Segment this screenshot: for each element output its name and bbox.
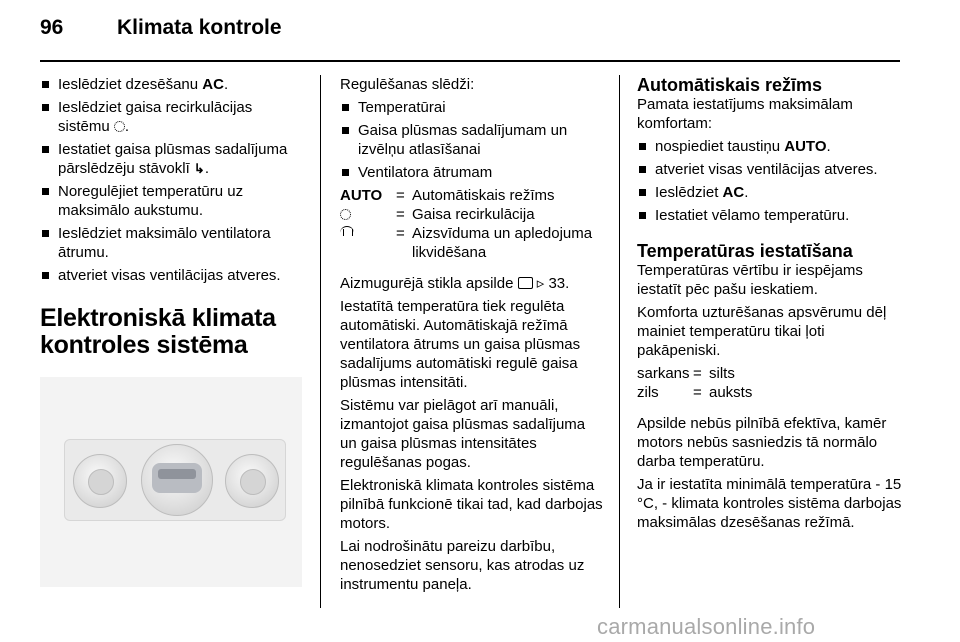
- paragraph: Iestatītā temperatūra tiek regulēta automātiski. Automātiskajā režīmā ventilatora ātrums un gaisa plūsmas sadalījums automātiski regulē gaisa plūsmas intensitāti.: [340, 298, 581, 391]
- heading-temperature-setting: Temperatūras iestatīšana: [637, 241, 853, 261]
- list-item: Ventilatora ātrumam: [340, 163, 605, 182]
- list-item: Noregulējiet temperatūru uz maksimālo aukstumu.: [40, 182, 302, 220]
- list-item: Iestatiet gaisa plūsmas sadalījuma pārslēdzēju stāvoklī ↳.: [40, 140, 302, 178]
- list-item: Ieslēdziet AC.: [637, 183, 905, 202]
- recirculation-icon: [340, 209, 351, 220]
- rear-window-heating-icon: [518, 277, 533, 289]
- recirculation-icon: [114, 121, 125, 132]
- column-2: [340, 75, 605, 598]
- fan-speed-knob: [225, 454, 279, 508]
- paragraph: Apsilde nebūs pilnībā efektīva, kamēr motors nebūs sasniedzis tā normālo darba temperatūru.: [637, 415, 887, 470]
- page-number: 96: [40, 16, 64, 39]
- list-item: Ieslēdziet maksimālo ventilatora ātrumu.: [40, 224, 302, 262]
- list-item: atveriet visas ventilācijas atveres.: [637, 160, 905, 179]
- column-divider-2: [619, 75, 620, 608]
- page-title: Klimata kontrole: [117, 16, 282, 39]
- header-rule: [40, 60, 900, 62]
- paragraph: Temperatūras vērtību ir iespējams iestatīt pēc pašu ieskatiem.: [637, 262, 863, 298]
- controls-intro: Regulēšanas slēdži:: [340, 76, 475, 93]
- display-screen: [152, 463, 202, 493]
- paragraph: Ja ir iestatīta minimālā temperatūra - 15 °C, - klimata kontroles sistēma darbojas maksimālas dzesēšanas režīmā.: [637, 476, 902, 531]
- table-row: sarkans = silts: [637, 365, 735, 382]
- air-distribution-icon: ↳: [193, 161, 205, 176]
- heading-automatic-mode: Automātiskais režīms: [637, 75, 823, 95]
- paragraph: Sistēmu var pielāgot arī manuāli, izmantojot gaisa plūsmas sadalījuma un gaisa plūsmas intensitātes regulēšanas pogas.: [340, 397, 586, 471]
- table-row: AUTO = Automātiskais režīms: [340, 187, 555, 204]
- color-legend-table: [637, 364, 752, 402]
- column-1: [40, 75, 302, 587]
- table-row: = Gaisa recirkulācija: [340, 205, 605, 224]
- page-header: [0, 0, 960, 60]
- paragraph: Elektroniskā klimata kontroles sistēma pilnībā funkcionē tikai tad, kad darbojas motors.: [340, 477, 603, 532]
- paragraph: Lai nodrošinātu pareizu darbību, nenosedziet sensoru, kas atrodas uz instrumentu paneļa.: [340, 538, 585, 593]
- temperature-knob: [73, 454, 127, 508]
- section-heading-electronic-climate: Elektroniskā klimata kontroles sistēma: [40, 304, 276, 359]
- bullet-list-1: [40, 75, 302, 285]
- air-distribution-knob: [141, 444, 213, 516]
- watermark: carmanualsonline.info: [597, 614, 816, 639]
- list-item: nospiediet taustiņu AUTO.: [637, 137, 905, 156]
- climate-control-panel-image: [40, 377, 302, 587]
- column-divider-1: [320, 75, 321, 608]
- bullet-list-3: [637, 137, 905, 225]
- table-row: zils = auksts: [637, 384, 753, 401]
- defrost-icon: [340, 226, 354, 238]
- control-panel: [64, 439, 286, 521]
- page-ref-icon: ▹: [536, 275, 545, 292]
- list-item: Gaisa plūsmas sadalījumam un izvēlņu atlasīšanai: [340, 121, 605, 159]
- paragraph: Komforta uzturēšanas apsvērumu dēļ mainiet temperatūru tikai ļoti pakāpeniski.: [637, 304, 887, 359]
- list-item: atveriet visas ventilācijas atveres.: [40, 266, 302, 285]
- list-item: Ieslēdziet dzesēšanu AC.: [40, 75, 302, 94]
- controls-table: [340, 186, 605, 262]
- table-row: = Aizsvīduma un apledojuma likvidēšana: [340, 224, 605, 262]
- list-item: Iestatiet vēlamo temperatūru.: [637, 206, 905, 225]
- column-3: [637, 75, 905, 536]
- list-item: Temperatūrai: [340, 98, 605, 117]
- rear-window-heating-ref: Aizmugurējā stikla apsilde ▹ 33.: [340, 275, 570, 292]
- paragraph: Pamata iestatījums maksimālam komfortam:: [637, 96, 853, 132]
- bullet-list-2: [340, 98, 605, 182]
- list-item: Ieslēdziet gaisa recirkulācijas sistēmu .: [40, 98, 302, 136]
